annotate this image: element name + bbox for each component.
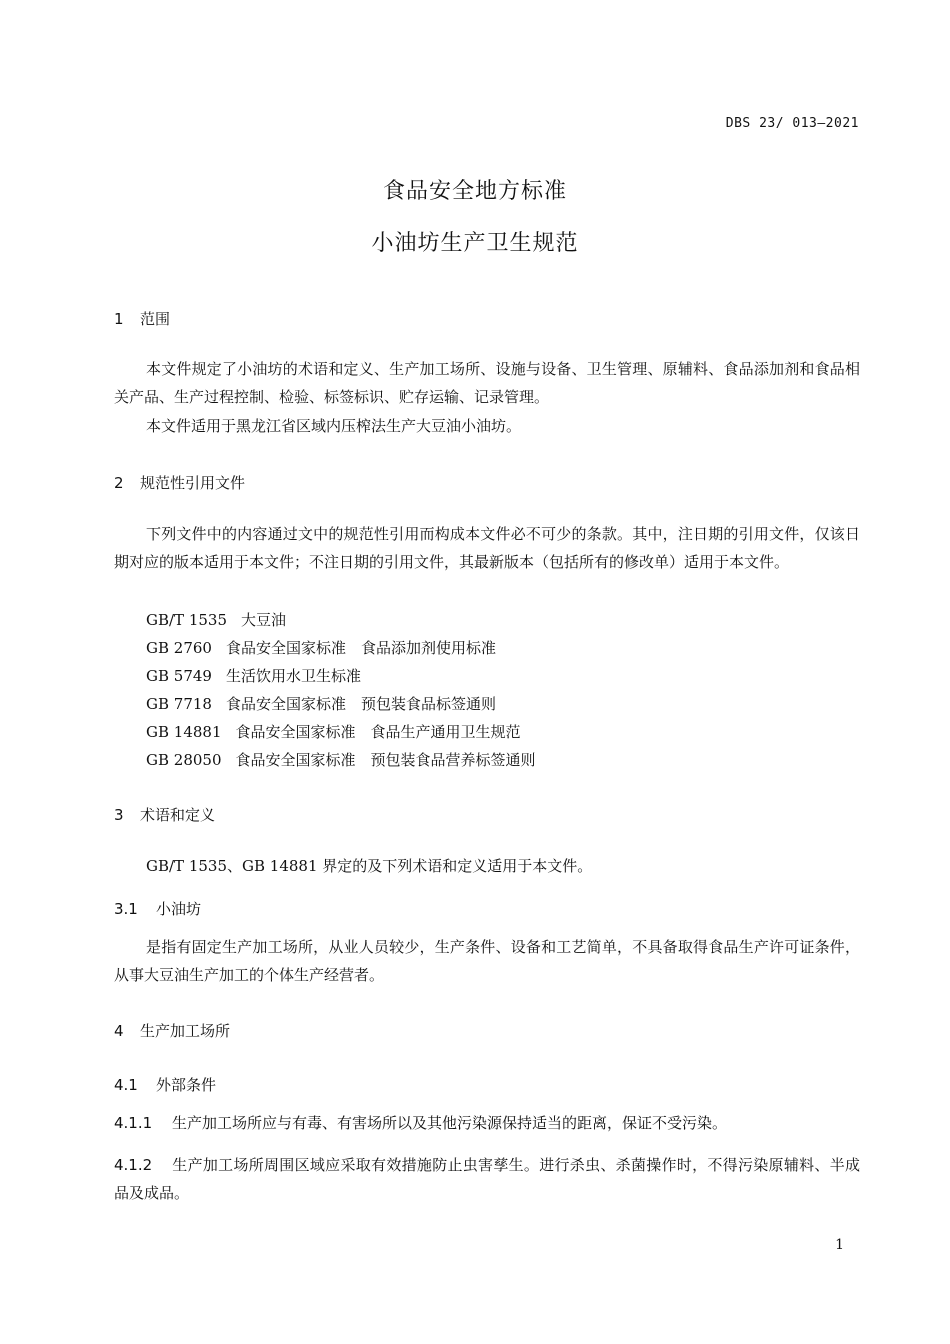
document-subtitle: 小油坊生产卫生规范 (371, 231, 579, 256)
reference-item (146, 637, 496, 658)
section-1-heading (114, 308, 170, 329)
section-number: 4 (114, 1022, 124, 1040)
reference-item (146, 749, 536, 770)
subsection-title: 小油坊 (156, 900, 202, 918)
reference-title: 食品安全国家标准 预包装食品标签通则 (225, 695, 496, 713)
clause-number: 4.1.1 (114, 1114, 153, 1132)
section-4-heading (114, 1020, 230, 1041)
section-title: 范围 (140, 310, 171, 328)
section-1-paragraph-1: 本文件规定了小油坊的术语和定义、生产加工场所、设施与设备、卫生管理、原辅料、食品添加剂和食品相关产品、生产过程控制、检验、标签标识、贮存运输、记录管理。 (114, 360, 860, 406)
reference-title: 生活饮用水卫生标准 (225, 667, 361, 685)
reference-code: GB 7718 (146, 695, 212, 713)
page-number: 1 (835, 1237, 844, 1253)
reference-title: 食品安全国家标准 食品添加剂使用标准 (225, 639, 496, 657)
section-title: 生产加工场所 (140, 1022, 231, 1040)
section-number: 2 (114, 474, 124, 492)
document-number: DBS 23/ 013—2021 (725, 116, 859, 131)
section-title: 术语和定义 (140, 806, 216, 824)
subsection-number: 4.1 (114, 1076, 138, 1094)
reference-title: 食品安全国家标准 食品生产通用卫生规范 (235, 723, 521, 741)
reference-item (146, 693, 496, 714)
section-title: 规范性引用文件 (140, 474, 246, 492)
reference-code: GB/T 1535 (146, 611, 228, 629)
section-number: 1 (114, 310, 124, 328)
reference-item (146, 609, 286, 630)
subsection-3-1-paragraph: 是指有固定生产加工场所，从业人员较少，生产条件、设备和工艺简单，不具备取得食品生产许可证条件，从事大豆油生产加工的个体生产经营者。 (114, 938, 860, 984)
section-3-heading (114, 804, 215, 825)
clause-text: 生产加工场所周围区域应采取有效措施防止虫害孳生。进行杀虫、杀菌操作时，不得污染原辅料、半成品及成品。 (114, 1156, 860, 1202)
document-title: 食品安全地方标准 (382, 179, 567, 204)
reference-title: 大豆油 (241, 611, 287, 629)
section-2-heading (114, 472, 245, 493)
reference-item (146, 721, 521, 742)
section-1-paragraph-2: 本文件适用于黑龙江省区域内压榨法生产大豆油小油坊。 (146, 417, 522, 435)
reference-code: GB 2760 (146, 639, 212, 657)
reference-code: GB 5749 (146, 667, 212, 685)
section-2-paragraph-1: 下列文件中的内容通过文中的规范性引用而构成本文件必不可少的条款。其中，注日期的引用文件，仅该日期对应的版本适用于本文件；不注日期的引用文件，其最新版本（包括所有的修改单）适用于本文件。 (114, 525, 860, 571)
reference-code: GB 14881 (146, 723, 222, 741)
reference-title: 食品安全国家标准 预包装食品营养标签通则 (235, 751, 536, 769)
section-3-paragraph-1: GB/T 1535、GB 14881 界定的及下列术语和定义适用于本文件。 (146, 857, 593, 875)
reference-code: GB 28050 (146, 751, 222, 769)
subsection-4-1-heading (114, 1074, 216, 1095)
subsection-number: 3.1 (114, 900, 138, 918)
subsection-3-1-heading (114, 898, 201, 919)
section-number: 3 (114, 806, 124, 824)
clause-4-1-2 (114, 1151, 860, 1207)
clause-number: 4.1.2 (114, 1156, 153, 1174)
clause-text: 生产加工场所应与有毒、有害场所以及其他污染源保持适当的距离，保证不受污染。 (172, 1114, 728, 1132)
subsection-title: 外部条件 (156, 1076, 217, 1094)
clause-4-1-1 (114, 1109, 860, 1137)
reference-item (146, 665, 361, 686)
